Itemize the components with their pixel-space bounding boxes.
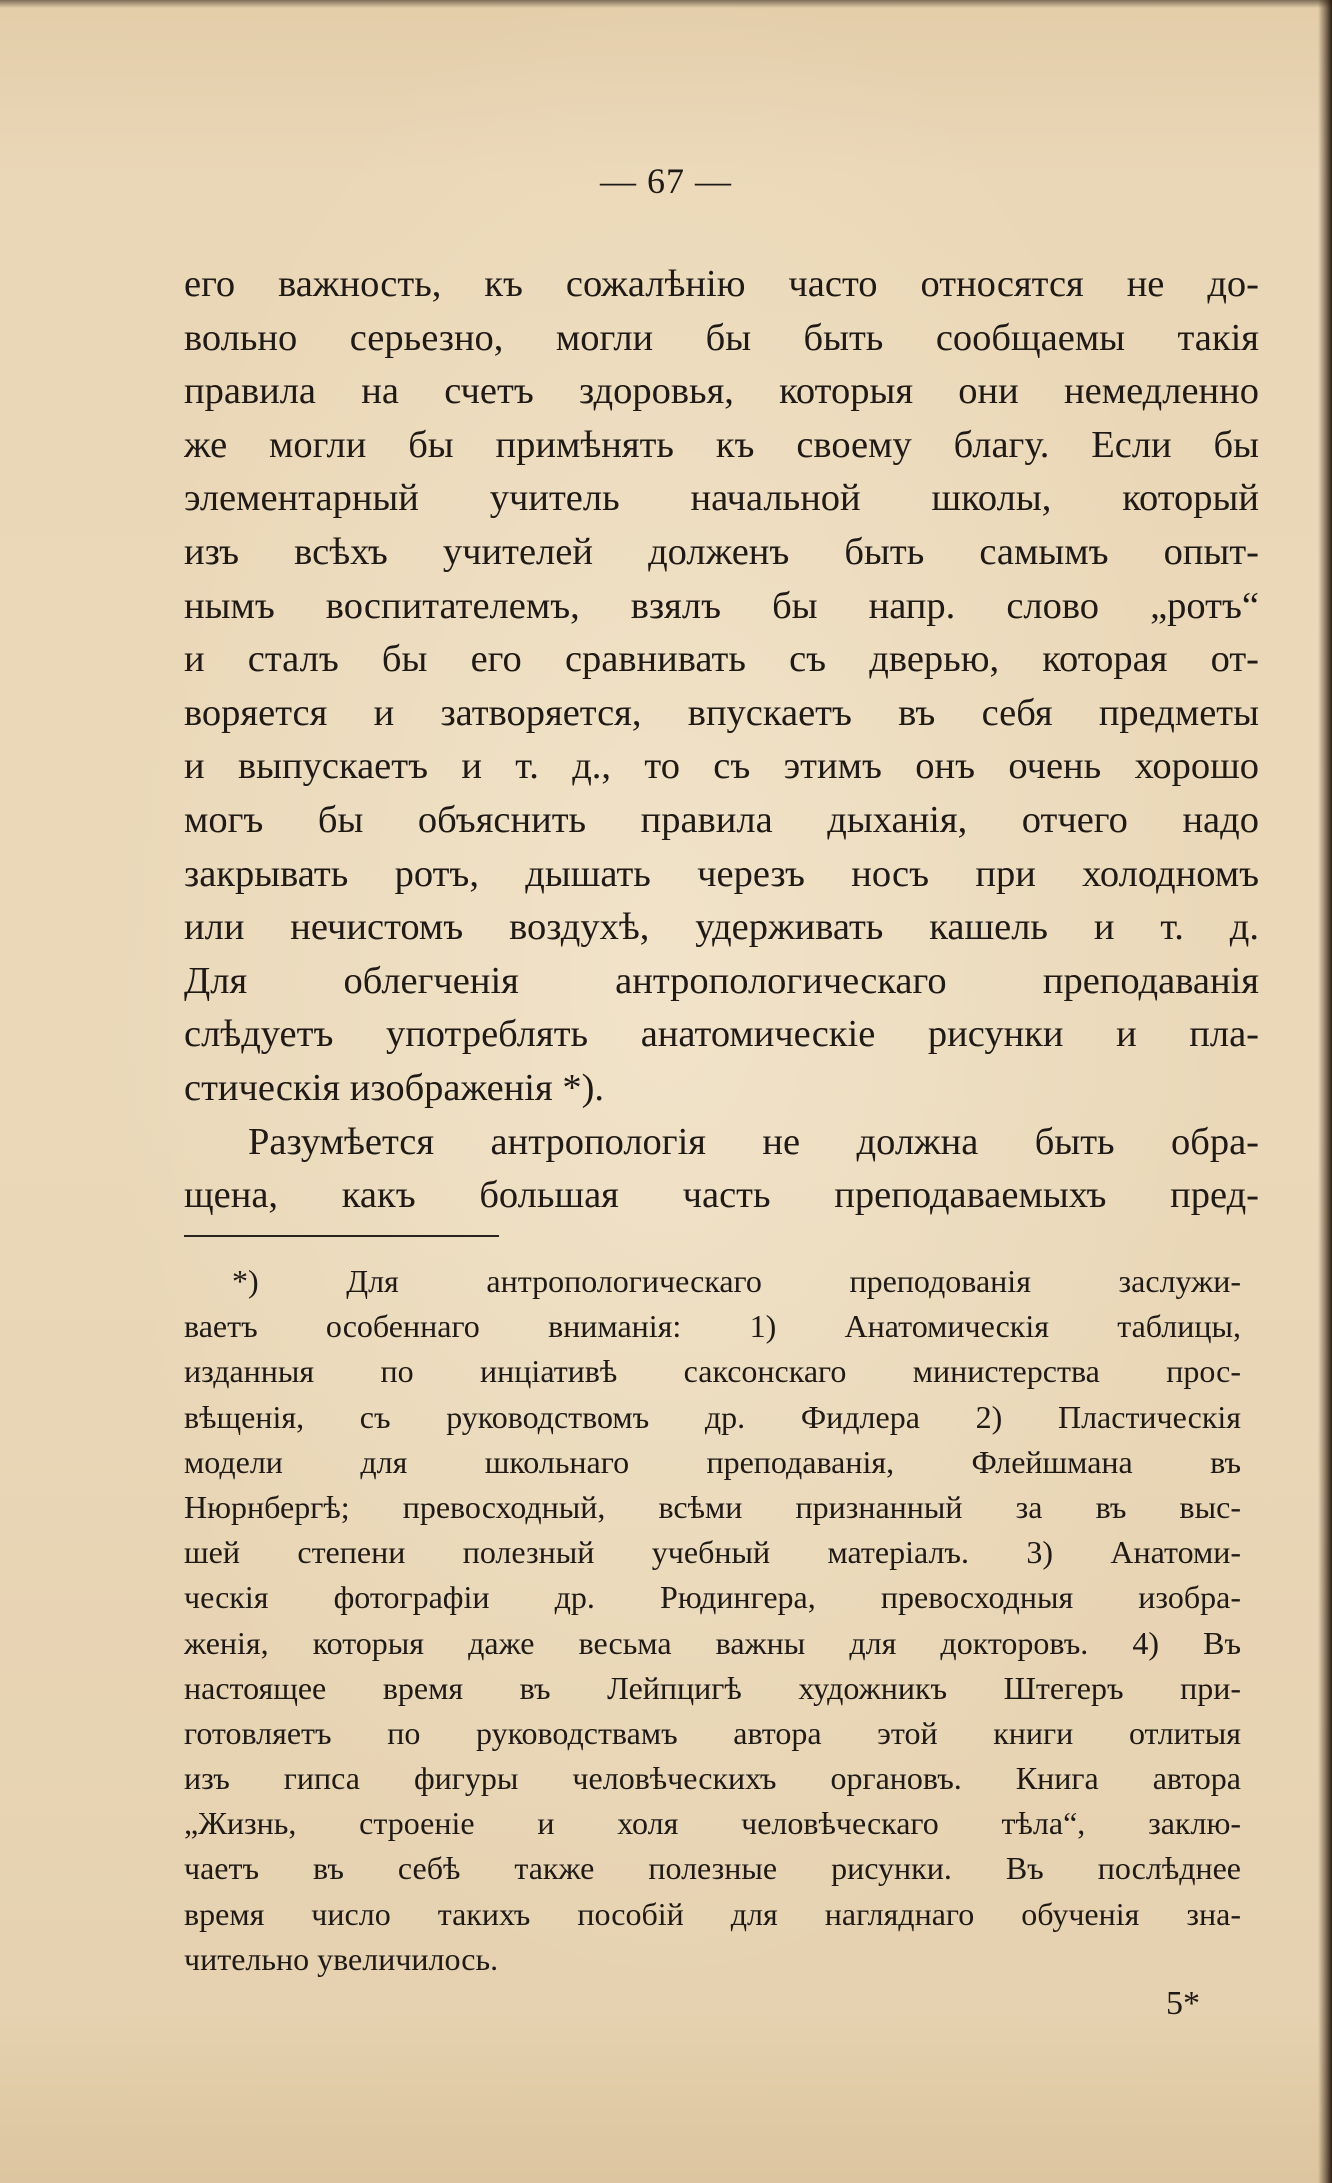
text-line: вольно серьезно, могли бы быть сообщаемы такія	[184, 316, 1259, 359]
text-line: воряется и затворяется, впускаетъ въ себя предметы	[184, 691, 1259, 734]
page-number: — 67 —	[600, 161, 732, 201]
footnote-line: модели для школьнаго преподаванія, Флейшмана въ	[184, 1443, 1241, 1480]
footnote	[184, 1259, 1241, 1982]
text-line: же могли бы примѣнять къ своему благу. Если бы	[184, 423, 1259, 466]
text-line: щена, какъ большая часть преподаваемыхъ пред-	[184, 1174, 1259, 1217]
footnote-line: *) Для антропологическаго преподованія заслужи-	[232, 1263, 1241, 1299]
signature-mark: 5*	[1166, 1985, 1200, 2022]
footnote-line: чаетъ въ себѣ также полезные рисунки. Въ послѣднее	[184, 1850, 1241, 1887]
footnote-line: время число такихъ пособій для нагляднаго обученія зна-	[184, 1895, 1241, 1932]
text-line: слѣдуетъ употреблять анатомическіе рисунки и пла-	[184, 1013, 1259, 1056]
text-line: стическія изображенія *).	[184, 1066, 605, 1109]
text-line: нымъ воспитателемъ, взялъ бы напр. слово „ротъ“	[184, 584, 1259, 627]
footnote-line: ваетъ особеннаго вниманія: 1) Анатомическія таблицы,	[184, 1308, 1241, 1345]
text-line: изъ всѣхъ учителей долженъ быть самымъ опыт-	[184, 530, 1259, 573]
footnote-line: настоящее время въ Лейпцигѣ художникъ Штегеръ при-	[184, 1669, 1241, 1706]
footnote-line: Нюрнбергѣ; превосходный, всѣми признанный за въ выс-	[184, 1488, 1241, 1525]
text-line: его важность, къ сожалѣнію часто относятся не до-	[184, 263, 1259, 305]
text-line: элементарный учитель начальной школы, который	[184, 477, 1259, 520]
footnote-divider	[184, 1235, 499, 1237]
text-line: правила на счетъ здоровья, которыя они немедленно	[184, 370, 1259, 413]
text-line: и сталъ бы его сравнивать съ дверью, которая от-	[184, 638, 1259, 681]
footnote-line: „Жизнь, строеніе и холя человѣческаго тѣла“, заклю-	[184, 1805, 1241, 1842]
text-line: Для облегченія антропологическаго преподаванія	[184, 959, 1259, 1002]
footnote-line: готовляетъ по руководствамъ автора этой книги отлитыя	[184, 1714, 1241, 1751]
footnote-line: шей степени полезный учебный матеріалъ. 3) Анатоми-	[184, 1534, 1241, 1571]
text-line: Разумѣется антропологія не должна быть обра-	[248, 1120, 1259, 1163]
text-line: или нечистомъ воздухѣ, удерживать кашель и т. д.	[184, 906, 1259, 949]
scan-right-edge	[1318, 0, 1332, 2183]
footnote-line: ческія фотографіи др. Рюдингера, превосходныя изобра-	[184, 1579, 1241, 1616]
footnote-line: чительно увеличилось.	[184, 1940, 499, 1977]
text-line: закрывать ротъ, дышать черезъ носъ при холодномъ	[184, 852, 1259, 895]
footnote-line: вѣщенія, съ руководствомъ др. Фидлера 2) Пластическія	[184, 1398, 1241, 1435]
main-text	[184, 258, 1259, 1223]
footnote-line: женія, которыя даже весьма важны для докторовъ. 4) Въ	[184, 1624, 1241, 1661]
text-line: могъ бы объяснить правила дыханія, отчего надо	[184, 798, 1259, 841]
footnote-line: изъ гипса фигуры человѣческихъ органовъ. Книга автора	[184, 1760, 1241, 1797]
footnote-line: изданныя по инціативѣ саксонскаго министерства прос-	[184, 1353, 1241, 1390]
scan-top-edge	[0, 0, 1332, 8]
text-line: и выпускаетъ и т. д., то съ этимъ онъ очень хорошо	[184, 745, 1259, 788]
